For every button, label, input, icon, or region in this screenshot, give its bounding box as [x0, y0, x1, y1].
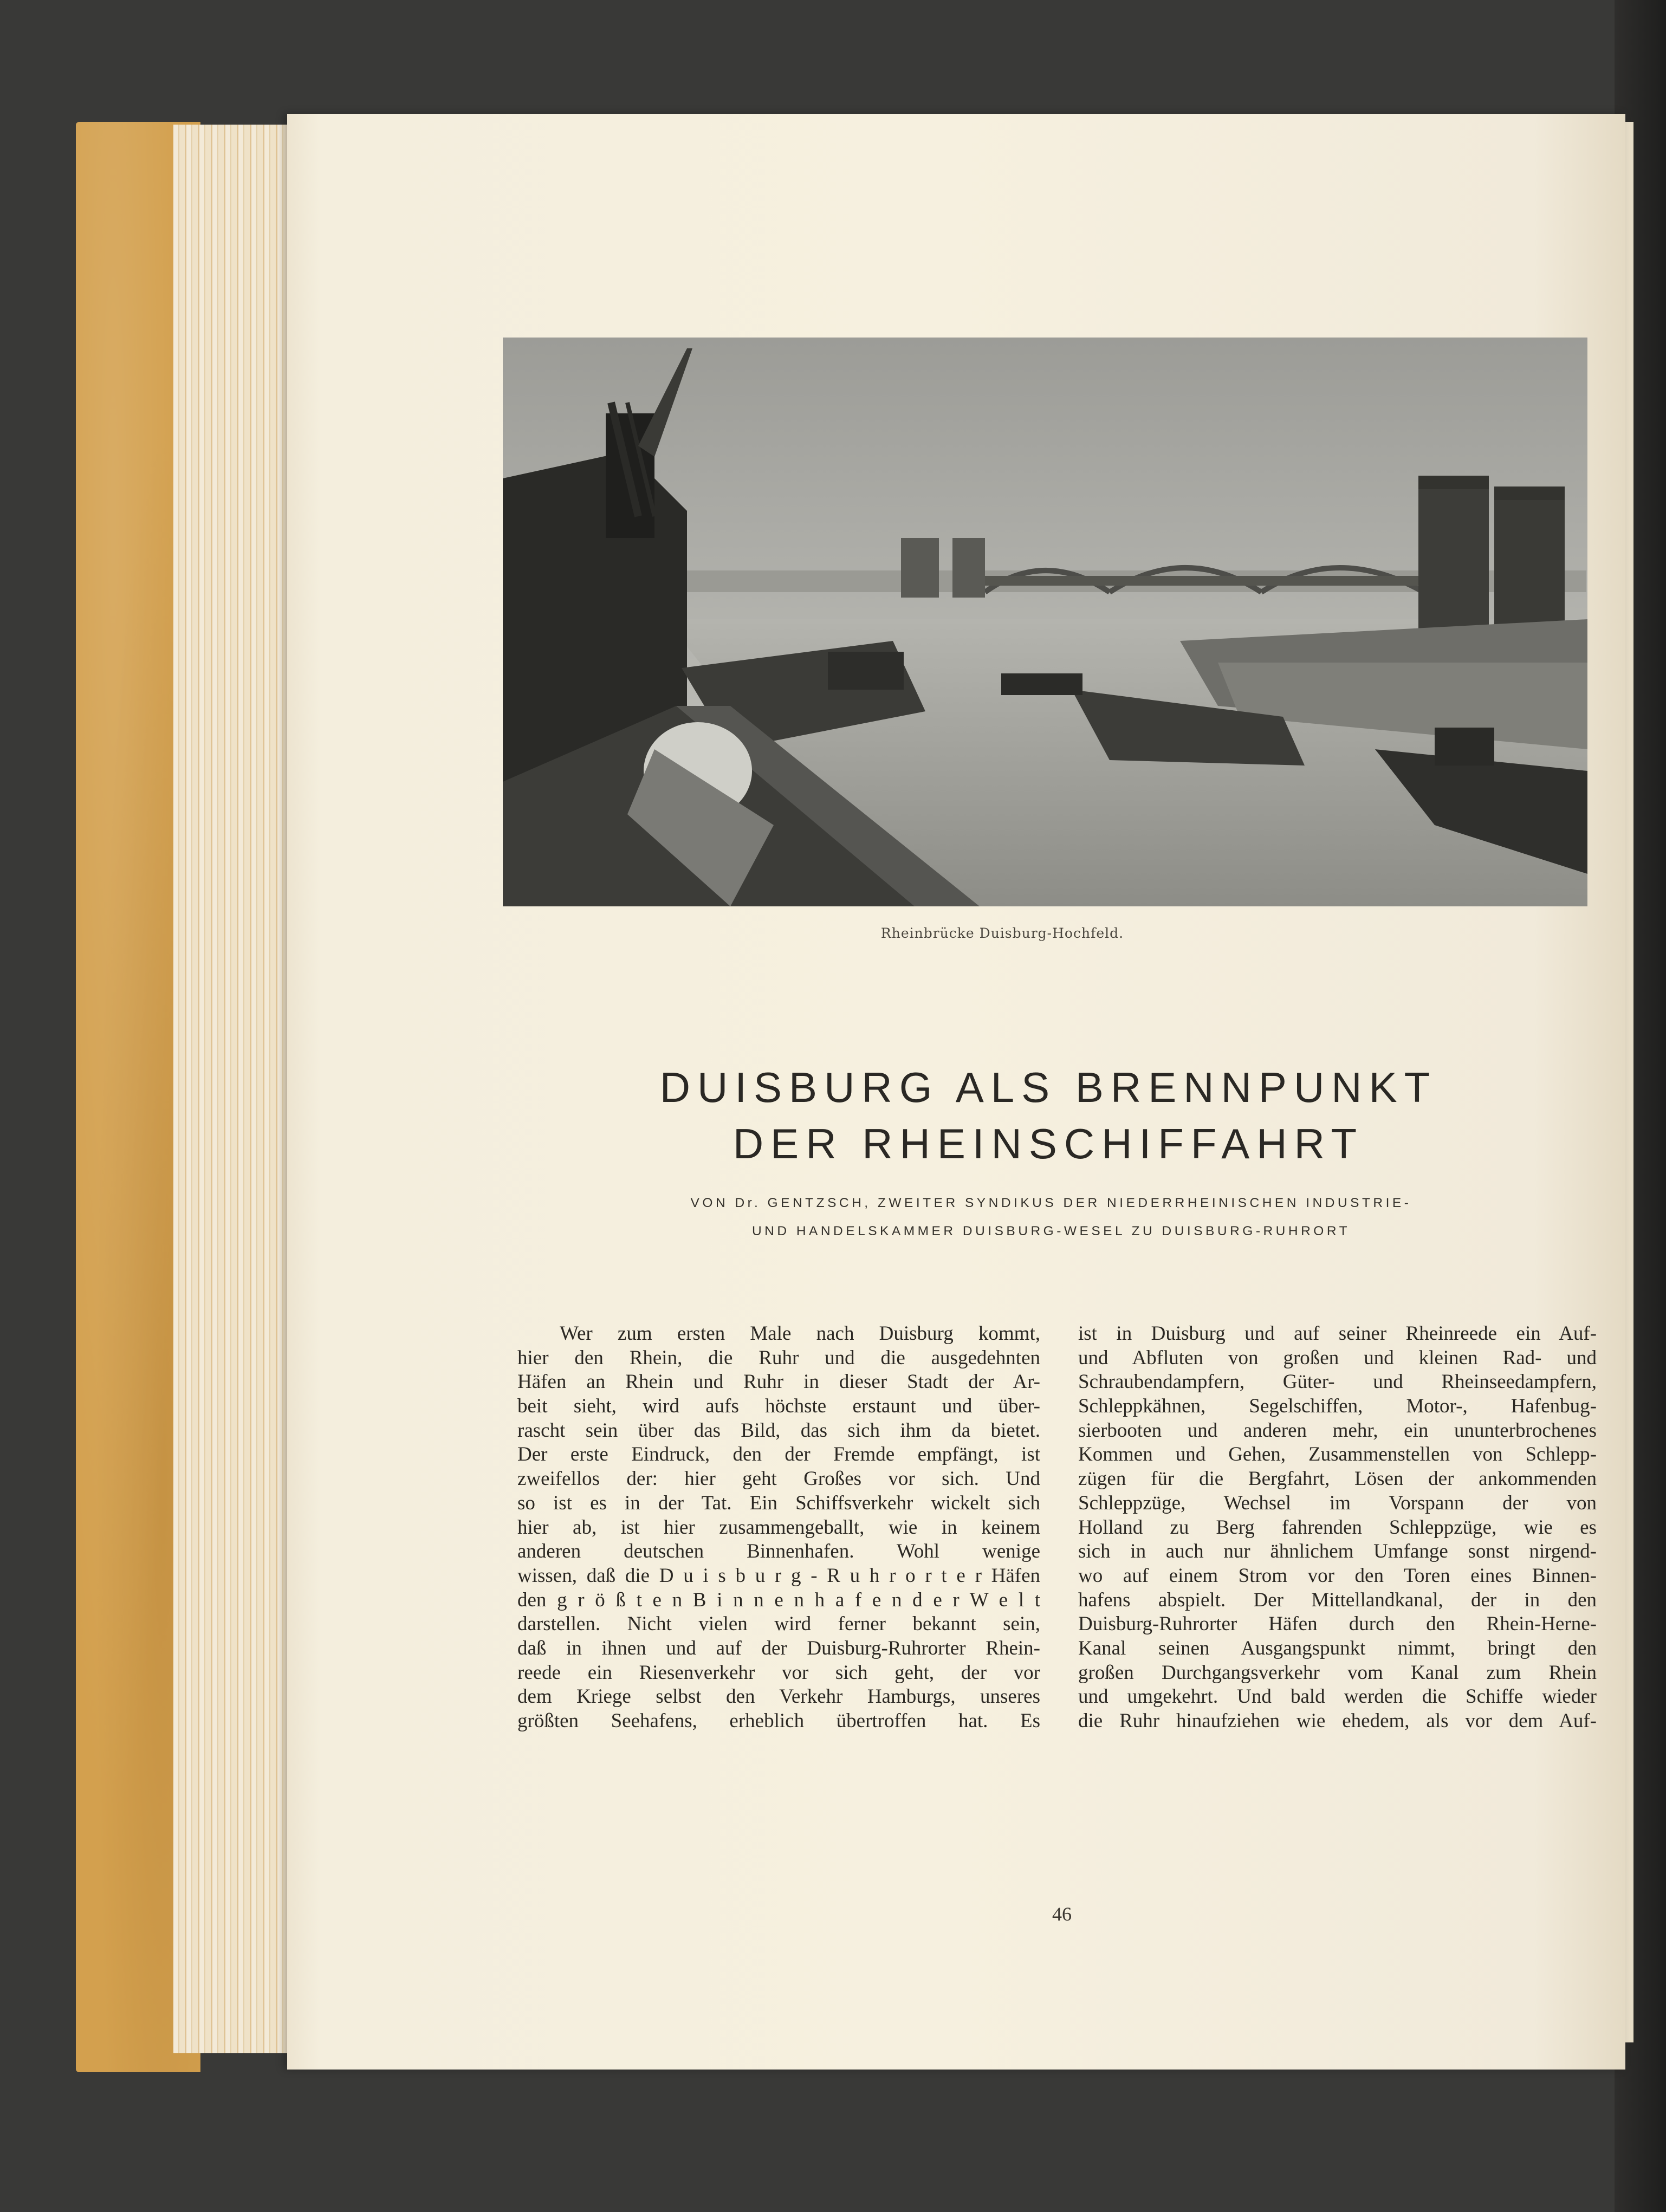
text-line: Kommen und Gehen, Zusammenstellen von Schlepp-: [1078, 1443, 1597, 1466]
photo-caption: Rheinbrücke Duisburg-Hochfeld.: [880, 925, 1124, 941]
text-line: hafens abspielt. Der Mittellandkanal, der in den: [1078, 1588, 1597, 1611]
byline-line-2: UND HANDELSKAMMER DUISBURG-WESEL ZU DUISBURG-RUHRORT: [751, 1224, 1351, 1238]
title-line-2: DER RHEINSCHIFFAHRT: [732, 1120, 1364, 1167]
article-column-right: [1078, 1322, 1597, 1734]
text-line: größten Seehafens, erheblich übertroffen hat. Es: [517, 1710, 1040, 1732]
text-line: rascht sein über das Bild, das sich ihm da bietet.: [517, 1419, 1040, 1442]
text-line: Häfen an Rhein und Ruhr in dieser Stadt der Ar-: [517, 1371, 1040, 1393]
text-line: zügen für die Bergfahrt, Lösen der ankommenden: [1078, 1468, 1597, 1490]
text-line: hier ab, ist hier zusammengeballt, wie in keinem: [517, 1516, 1040, 1539]
text-line: und umgekehrt. Und bald werden die Schiffe wieder: [1078, 1685, 1597, 1708]
text-line: reede ein Riesenverkehr vor sich geht, der vor: [517, 1661, 1040, 1684]
text-line: Duisburg-Ruhrorter Häfen durch den Rhein-Herne-: [1078, 1613, 1597, 1636]
text-line: zweifellos der: hier geht Großes vor sich. Und: [517, 1468, 1040, 1490]
article-column-left: [517, 1322, 1040, 1734]
article-byline: [596, 1189, 1506, 1246]
title-line-1: DUISBURG ALS BRENNPUNKT: [659, 1063, 1437, 1111]
text-line: beit sieht, wird aufs höchste erstaunt und über-: [517, 1395, 1040, 1418]
text-line: darstellen. Nicht vielen wird ferner bekannt sein,: [517, 1613, 1040, 1636]
text-line: ist in Duisburg und auf seiner Rheinreede ein Auf-: [1078, 1322, 1597, 1345]
text-line: Schleppkähnen, Segelschiffen, Motor-, Hafenbug-: [1078, 1395, 1597, 1418]
article-title: [553, 1059, 1544, 1172]
text-line: die Ruhr hinaufziehen wie ehedem, als vor dem Auf-: [1078, 1710, 1597, 1732]
text-line: sich in auch nur ähnlichem Umfange sonst nirgend-: [1078, 1540, 1597, 1563]
harbor-photo-drawing: [503, 338, 1587, 906]
byline-line-1: VON Dr. GENTZSCH, ZWEITER SYNDIKUS DER NIEDERRHEINISCHEN INDUSTRIE-: [690, 1196, 1412, 1210]
text-line: großen Durchgangsverkehr vom Kanal zum Rhein: [1078, 1661, 1597, 1684]
text-line: Kanal seinen Ausgangspunkt nimmt, bringt den: [1078, 1637, 1597, 1659]
text-line: Holland zu Berg fahrenden Schleppzüge, wie es: [1078, 1516, 1597, 1539]
text-line: Der erste Eindruck, den der Fremde empfängt, ist: [517, 1443, 1040, 1466]
text-line: Wer zum ersten Male nach Duisburg kommt,: [560, 1322, 1040, 1345]
text-line: und Abfluten von großen und kleinen Rad- und: [1078, 1346, 1597, 1369]
text-line: Schraubendampfern, Güter- und Rheinseedampfern,: [1078, 1371, 1597, 1393]
text-line: wissen, daß die D u i s b u r g - R u h r o r t e r Häfen: [517, 1564, 1040, 1587]
harbor-photo-icon: [503, 338, 1587, 906]
page-number: 46: [1052, 1903, 1072, 1925]
text-line: sierbooten und anderen mehr, ein ununterbrochenes: [1078, 1419, 1597, 1442]
text-line: Schleppzüge, Wechsel im Vorspann der von: [1078, 1491, 1597, 1514]
text-line: den g r ö ß t e n B i n n e n h a f e n d e r W e l t: [517, 1588, 1040, 1611]
text-line: anderen deutschen Binnenhafen. Wohl wenige: [517, 1540, 1040, 1563]
text-line: so ist es in der Tat. Ein Schiffsverkehr wickelt sich: [517, 1491, 1040, 1514]
text-line: dem Kriege selbst den Verkehr Hamburgs, unseres: [517, 1685, 1040, 1708]
text-line: wo auf einem Strom vor den Toren eines Binnen-: [1078, 1564, 1597, 1587]
text-line: hier den Rhein, die Ruhr und die ausgedehnten: [517, 1346, 1040, 1369]
text-line: daß in ihnen und auf der Duisburg-Ruhrorter Rhein-: [517, 1637, 1040, 1659]
